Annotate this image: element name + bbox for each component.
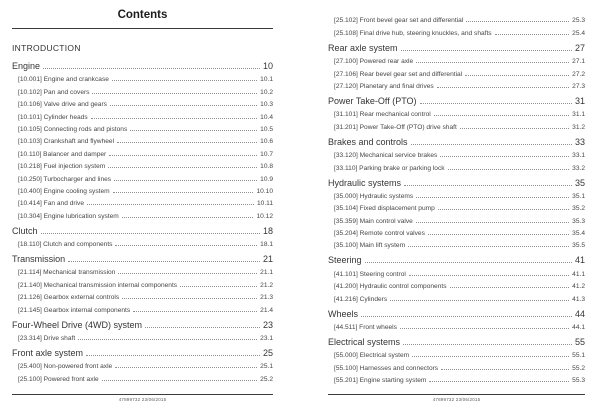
toc-item-label: [10.110] Balancer and damper <box>18 150 107 158</box>
toc-entry-row <box>328 359 585 371</box>
toc-entry-row <box>12 170 273 182</box>
toc-item-page: 21.1 <box>260 269 273 277</box>
toc-item-page: 25.2 <box>260 375 273 383</box>
toc-entry-row <box>328 159 585 171</box>
toc-item-label: [41.101] Steering control <box>334 270 406 278</box>
page-footer-left <box>12 394 273 402</box>
toc-item-label: [55.000] Electrical system <box>334 352 410 360</box>
toc-item-page: 21.2 <box>260 281 273 289</box>
toc-section-row <box>328 174 585 188</box>
toc-item-page: 21 <box>262 254 273 265</box>
toc-item-page: 25.4 <box>572 29 585 37</box>
toc-entry-row <box>328 200 585 212</box>
toc-item-page: 10.5 <box>260 125 273 133</box>
toc-item-label: [25.102] Front bevel gear set and differential <box>334 17 464 25</box>
leader-dots <box>112 80 257 81</box>
toc-item-label: Electrical systems <box>328 337 401 348</box>
toc-item-label: [10.001] Engine and crankcase <box>18 76 109 84</box>
toc-item-label: [35.000] Hydraulic systems <box>334 192 414 200</box>
toc-item-page: 35.1 <box>572 192 585 200</box>
toc-item-label: [10.102] Pan and covers <box>18 88 90 96</box>
toc-item-page: 33 <box>574 136 585 147</box>
toc-item-page: 25.3 <box>572 17 585 25</box>
toc-item-label: [55.100] Harnesses and connectors <box>334 364 439 372</box>
toc-entry-row <box>328 225 585 237</box>
toc-section-row <box>328 133 585 147</box>
toc-item-page: 27 <box>574 42 585 53</box>
toc-item-page: 35 <box>574 177 585 188</box>
leader-dots <box>495 34 570 35</box>
toc-item-page: 21.4 <box>260 306 273 314</box>
leader-dots <box>460 128 569 129</box>
toc-section-row <box>328 305 585 319</box>
toc-item-label: Clutch <box>12 225 38 236</box>
toc-item-label: Engine <box>12 61 41 71</box>
toc-item-label: [10.250] Turbocharger and lines <box>18 175 112 183</box>
toc-entry-row <box>328 278 585 290</box>
toc-list-left <box>12 58 273 383</box>
toc-item-page: 44.1 <box>572 324 585 332</box>
leader-dots <box>408 246 569 247</box>
toc-entry-row <box>328 53 585 65</box>
toc-item-page: 10.9 <box>260 175 273 183</box>
toc-item-label: [31.201] Power Take-Off (PTO) drive shaft <box>334 123 457 131</box>
toc-item-label: Wheels <box>328 308 359 319</box>
toc-item-label: [27.120] Planetary and final drives <box>334 82 434 90</box>
leader-dots <box>109 155 257 156</box>
leader-dots <box>361 316 572 317</box>
page-footer-right <box>328 394 585 402</box>
leader-dots <box>416 222 569 223</box>
toc-entry-row <box>328 188 585 200</box>
toc-entry-row <box>328 212 585 224</box>
leader-dots <box>78 339 257 340</box>
toc-entry-row <box>328 147 585 159</box>
toc-item-label: [10.106] Valve drive and gears <box>18 101 107 109</box>
toc-entry-row <box>12 83 273 95</box>
leader-dots <box>437 87 569 88</box>
toc-item-page: 55.3 <box>572 377 585 385</box>
toc-section-row <box>328 92 585 106</box>
leader-dots <box>145 327 260 328</box>
toc-item-page: 35.5 <box>572 242 585 250</box>
leader-dots <box>440 156 569 157</box>
toc-item-page: 10.4 <box>260 113 273 121</box>
toc-entry-row <box>328 78 585 90</box>
leader-dots <box>420 103 572 104</box>
toc-entry-row <box>328 106 585 118</box>
toc-item-label: [10.400] Engine cooling system <box>18 187 110 195</box>
toc-item-label: [27.100] Powered rear axle <box>334 58 414 66</box>
leader-dots <box>400 328 569 329</box>
leader-dots <box>403 344 572 345</box>
toc-item-label: [10.304] Engine lubrication system <box>18 212 119 220</box>
leader-dots <box>416 197 569 198</box>
toc-entry-row <box>328 290 585 302</box>
toc-entry-row <box>328 319 585 331</box>
page-right <box>300 0 600 417</box>
leader-dots <box>409 275 569 276</box>
toc-item-label: [44.511] Front wheels <box>334 324 397 332</box>
leader-dots <box>429 381 569 382</box>
leader-dots <box>86 355 260 356</box>
toc-item-label: [33.120] Mechanical service brakes <box>334 152 438 160</box>
toc-item-page: 21.3 <box>260 294 273 302</box>
leader-dots <box>450 287 570 288</box>
toc-item-label: [25.100] Powered front axle <box>18 375 99 383</box>
leader-dots <box>108 167 257 168</box>
leader-dots <box>114 180 257 181</box>
leader-dots <box>115 245 257 246</box>
toc-item-page: 33.2 <box>572 164 585 172</box>
footer-text: 47899732 23/06/2015 <box>118 397 167 402</box>
toc-item-page: 31 <box>574 95 585 106</box>
toc-item-page: 10.6 <box>260 138 273 146</box>
leader-dots <box>401 50 572 51</box>
leader-dots <box>448 169 570 170</box>
toc-item-page: 41.1 <box>572 270 585 278</box>
toc-item-label: Hydraulic systems <box>328 177 402 188</box>
leader-dots <box>41 233 260 234</box>
toc-item-label: [35.204] Remote control valves <box>334 230 425 238</box>
toc-item-label: [10.218] Fuel injection system <box>18 163 106 171</box>
toc-item-page: 10.12 <box>256 212 273 220</box>
toc-item-page: 27.3 <box>572 82 585 90</box>
toc-item-label: Steering <box>328 255 362 266</box>
toc-item-label: [27.106] Rear bevel gear set and differential <box>334 70 463 78</box>
toc-item-label: [21.114] Mechanical transmission <box>18 269 116 277</box>
toc-item-page: 35.3 <box>572 217 585 225</box>
leader-dots <box>115 367 257 368</box>
toc-item-page: 18 <box>262 225 273 236</box>
toc-item-page: 55.2 <box>572 364 585 372</box>
leader-dots <box>133 311 257 312</box>
toc-section-row <box>328 334 585 348</box>
leader-dots <box>87 204 254 205</box>
toc-item-page: 44 <box>574 308 585 319</box>
toc-entry-row <box>12 276 273 288</box>
toc-item-label: [35.100] Main lift system <box>334 242 406 250</box>
leader-dots <box>404 185 572 186</box>
leader-dots <box>102 380 258 381</box>
page-title: Contents <box>117 9 168 21</box>
intro-heading: INTRODUCTION <box>12 43 81 53</box>
leader-dots <box>416 62 569 63</box>
toc-entry-row <box>12 207 273 219</box>
toc-list-right <box>328 12 585 384</box>
toc-item-page: 41 <box>574 255 585 266</box>
toc-item-label: [21.145] Gearbox internal components <box>18 306 131 314</box>
toc-item-page: 10.8 <box>260 163 273 171</box>
toc-item-page: 31.2 <box>572 123 585 131</box>
toc-item-label: [33.110] Parking brake or parking lock <box>334 164 445 172</box>
toc-entry-row <box>12 264 273 276</box>
leader-dots <box>113 192 254 193</box>
toc-entry-row <box>328 12 585 24</box>
toc-entry-row <box>328 118 585 130</box>
toc-section-row <box>328 39 585 53</box>
toc-item-label: [10.105] Connecting rods and pistons <box>18 125 128 133</box>
toc-entry-row <box>328 65 585 77</box>
toc-item-page: 23 <box>262 319 273 330</box>
leader-dots <box>465 75 569 76</box>
toc-item-page: 41.3 <box>572 295 585 303</box>
leader-dots <box>466 21 569 22</box>
toc-item-page: 10.11 <box>256 200 273 208</box>
toc-entry-row <box>328 372 585 384</box>
leader-dots <box>441 369 569 370</box>
toc-item-label: [10.101] Cylinder heads <box>18 113 88 121</box>
toc-entry-row <box>12 158 273 170</box>
toc-item-page: 18.1 <box>260 241 273 249</box>
toc-entry-row <box>12 195 273 207</box>
toc-item-label: [31.101] Rear mechanical control <box>334 111 431 119</box>
toc-entry-row <box>328 265 585 277</box>
toc-item-page: 31.1 <box>572 111 585 119</box>
leader-dots <box>110 105 257 106</box>
leader-dots <box>438 209 569 210</box>
toc-item-label: Four-Wheel Drive (4WD) system <box>12 319 143 330</box>
toc-item-page: 10 <box>262 61 273 71</box>
toc-item-label: [10.103] Crankshaft and flywheel <box>18 138 115 146</box>
toc-section-row <box>12 58 273 72</box>
toc-item-page: 23.1 <box>260 335 273 343</box>
toc-item-page: 27.2 <box>572 70 585 78</box>
footer-text: 47899732 23/06/2015 <box>432 397 481 402</box>
leader-dots <box>130 130 257 131</box>
toc-entry-row <box>12 370 273 382</box>
toc-entry-row <box>12 183 273 195</box>
leader-dots <box>117 142 257 143</box>
toc-item-label: Transmission <box>12 254 66 265</box>
toc-item-page: 55 <box>574 337 585 348</box>
toc-item-page: 10.3 <box>260 101 273 109</box>
title-rule <box>12 28 273 29</box>
toc-item-page: 35.4 <box>572 230 585 238</box>
toc-entry-row <box>12 71 273 83</box>
toc-item-page: 10.1 <box>260 76 273 84</box>
toc-item-label: Power Take-Off (PTO) <box>328 95 417 106</box>
toc-item-label: [18.110] Clutch and components <box>18 241 113 249</box>
toc-item-page: 27.1 <box>572 58 585 66</box>
toc-item-label: Front axle system <box>12 348 84 359</box>
toc-item-label: [21.140] Mechanical transmission internal components <box>18 281 178 289</box>
toc-section-row <box>12 222 273 236</box>
toc-entry-row <box>328 24 585 36</box>
leader-dots <box>68 261 260 262</box>
leader-dots <box>122 217 254 218</box>
toc-entry-row <box>12 133 273 145</box>
toc-entry-row <box>12 96 273 108</box>
toc-item-label: [10.414] Fan and drive <box>18 200 84 208</box>
leader-dots <box>180 286 257 287</box>
leader-dots <box>365 262 572 263</box>
toc-item-page: 35.2 <box>572 205 585 213</box>
leader-dots <box>411 144 572 145</box>
toc-entry-row <box>12 108 273 120</box>
toc-item-page: 25.1 <box>260 363 273 371</box>
toc-item-label: [25.400] Non-powered front axle <box>18 363 113 371</box>
toc-section-row <box>12 251 273 265</box>
toc-item-label: [35.359] Main control valve <box>334 217 413 225</box>
leader-dots <box>91 118 258 119</box>
toc-item-page: 33.1 <box>572 152 585 160</box>
toc-entry-row <box>328 347 585 359</box>
toc-entry-row <box>12 121 273 133</box>
toc-item-page: 41.2 <box>572 283 585 291</box>
leader-dots <box>434 115 569 116</box>
leader-dots <box>428 234 569 235</box>
leader-dots <box>118 273 257 274</box>
toc-item-label: Brakes and controls <box>328 136 408 147</box>
toc-item-label: Rear axle system <box>328 42 398 53</box>
leader-dots <box>92 93 257 94</box>
toc-entry-row <box>12 145 273 157</box>
toc-section-row <box>12 345 273 359</box>
leader-dots <box>390 300 569 301</box>
toc-section-row <box>328 252 585 266</box>
toc-item-page: 10.7 <box>260 150 273 158</box>
toc-item-label: [41.200] Hydraulic control components <box>334 283 447 291</box>
toc-item-page: 10.2 <box>260 88 273 96</box>
toc-entry-row <box>12 301 273 313</box>
toc-entry-row <box>12 358 273 370</box>
leader-dots <box>122 298 257 299</box>
toc-item-page: 25 <box>262 348 273 359</box>
toc-entry-row <box>328 237 585 249</box>
leader-dots <box>43 68 260 69</box>
toc-item-label: [21.126] Gearbox external controls <box>18 294 120 302</box>
toc-item-label: [35.104] Fixed displacement pump <box>334 205 435 213</box>
toc-entry-row <box>12 236 273 248</box>
toc-entry-row <box>12 330 273 342</box>
toc-item-page: 10.10 <box>256 187 273 195</box>
toc-item-label: [41.216] Cylinders <box>334 295 388 303</box>
toc-item-label: [55.201] Engine starting system <box>334 377 427 385</box>
toc-item-page: 55.1 <box>572 352 585 360</box>
toc-entry-row <box>12 289 273 301</box>
toc-section-row <box>12 316 273 330</box>
toc-item-label: [23.314] Drive shaft <box>18 335 76 343</box>
leader-dots <box>412 356 569 357</box>
toc-item-label: [25.108] Final drive hub, steering knuckles, and shafts <box>334 29 492 37</box>
